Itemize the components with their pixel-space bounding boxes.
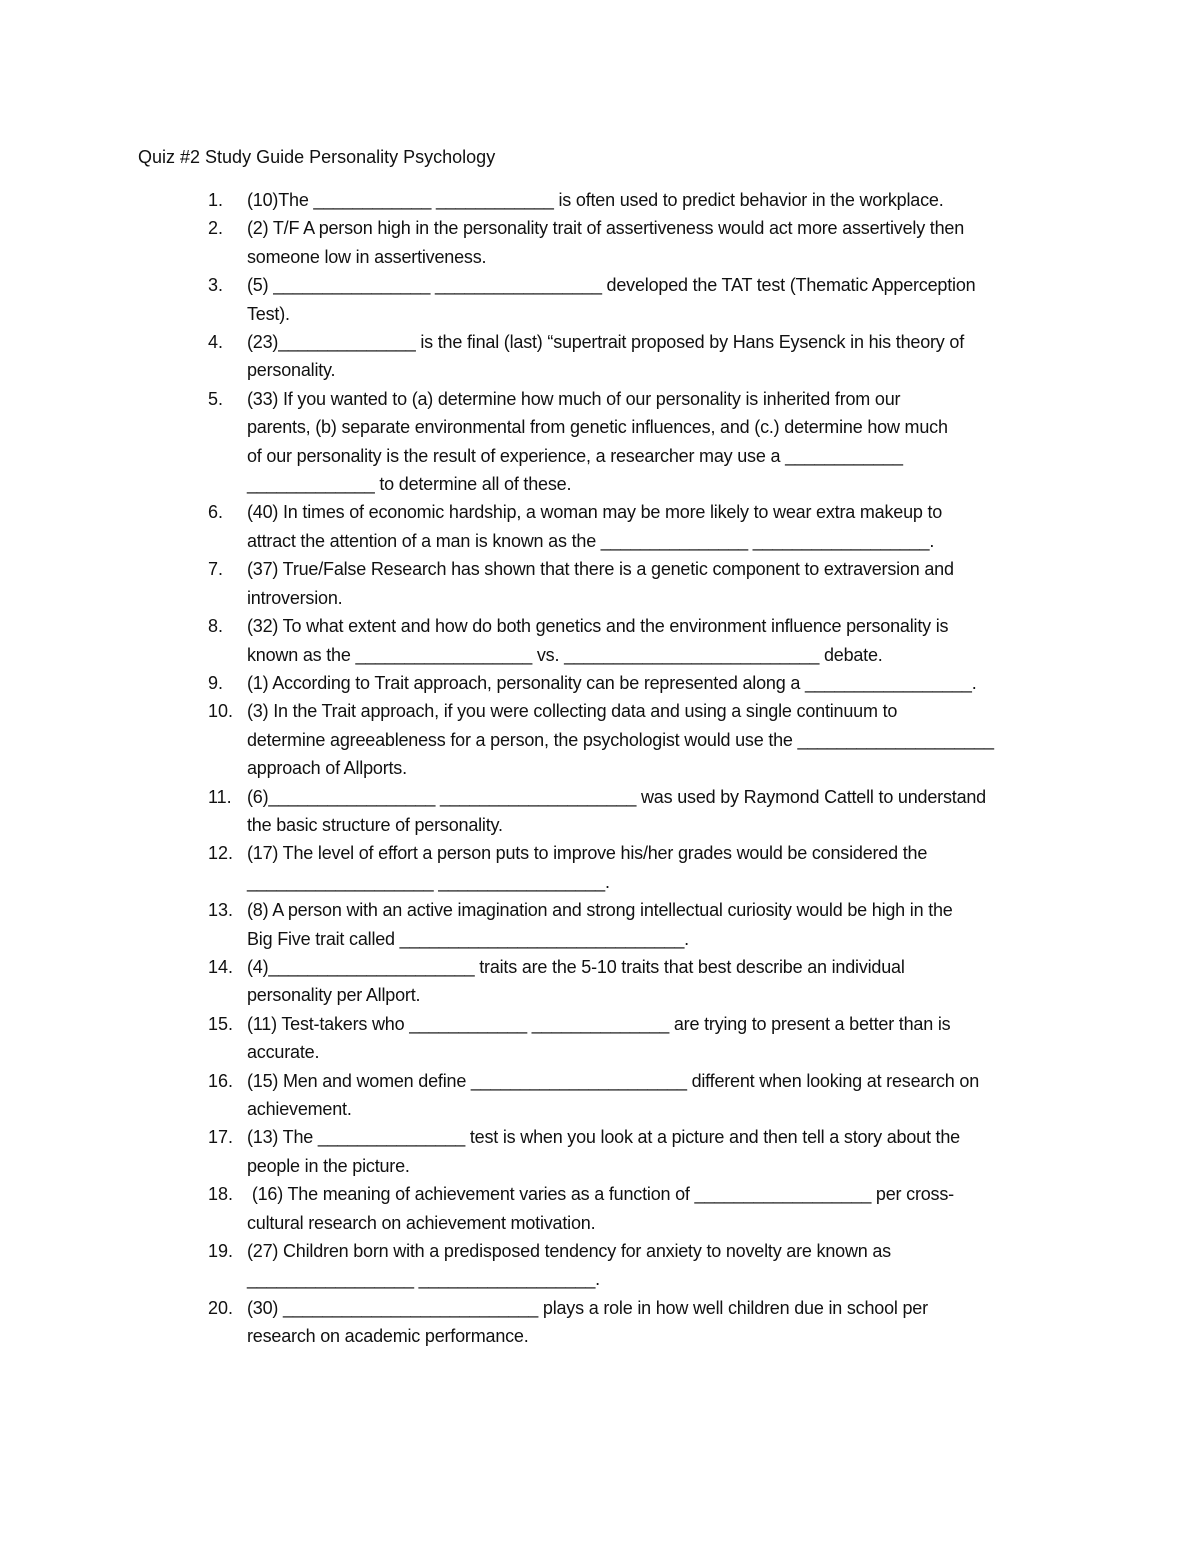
question-text-line: (15) Men and women define ______________________ different when looking at research on — [247, 1070, 980, 1091]
question-text-line: (6)_________________ ____________________ was used by Raymond Cattell to understand — [247, 786, 986, 807]
question-item — [0, 839, 1200, 896]
question-number: 10. — [208, 701, 234, 722]
question-text-line: the basic structure of personality. — [247, 814, 503, 835]
question-item — [0, 1123, 1200, 1180]
question-text-line: (33) If you wanted to (a) determine how much of our personality is inherited from our — [247, 388, 901, 409]
question-item — [0, 186, 1200, 214]
question-text-line: (32) To what extent and how do both genetics and the environment influence personality is — [247, 616, 949, 637]
question-text-line: (40) In times of economic hardship, a woman may be more likely to wear extra makeup to — [247, 502, 943, 523]
question-text-line: accurate. — [247, 1042, 320, 1063]
question-text-line: (2) T/F A person high in the personality trait of assertiveness would act more assertively then — [247, 218, 965, 239]
question-text-line: ___________________ _________________. — [247, 871, 610, 892]
question-text-line: someone low in assertiveness. — [247, 246, 487, 267]
question-text-line: (30) __________________________ plays a role in how well children due in school per — [247, 1297, 928, 1318]
question-number: 15. — [208, 1013, 234, 1034]
question-number: 4. — [208, 332, 224, 353]
question-item — [0, 953, 1200, 1010]
question-text-line: of our personality is the result of experience, a researcher may use a ____________ — [247, 445, 903, 466]
question-text-line: (27) Children born with a predisposed tendency for anxiety to novelty are known as — [247, 1241, 891, 1262]
question-number: 13. — [208, 900, 234, 921]
question-text-line: (4)_____________________ traits are the 5-10 traits that best describe an individual — [247, 956, 905, 977]
question-item — [0, 612, 1200, 669]
question-text-line: people in the picture. — [247, 1155, 410, 1176]
question-item — [0, 328, 1200, 385]
question-text-line: (17) The level of effort a person puts to improve his/her grades would be considered the — [247, 843, 928, 864]
question-item — [0, 669, 1200, 697]
question-item — [0, 1294, 1200, 1351]
question-number: 8. — [208, 616, 224, 637]
question-text-line: (10)The ____________ ____________ is often used to predict behavior in the workplace. — [247, 190, 944, 210]
question-item — [0, 271, 1200, 328]
question-text-line: (37) True/False Research has shown that there is a genetic component to extraversion and — [247, 559, 954, 580]
question-text-line: parents, (b) separate environmental from genetic influences, and (c.) determine how much — [247, 417, 948, 438]
question-item — [0, 1067, 1200, 1124]
question-number: 11. — [208, 786, 232, 807]
question-text-line: (3) In the Trait approach, if you were collecting data and using a single continuum to — [247, 701, 898, 722]
question-text-line: determine agreeableness for a person, the psychologist would use the ____________________ — [247, 729, 994, 750]
question-item — [0, 1010, 1200, 1067]
question-item — [0, 498, 1200, 555]
question-number: 16. — [208, 1070, 234, 1091]
question-text-line: (13) The _______________ test is when you look at a picture and then tell a story about the — [247, 1127, 960, 1148]
question-number: 14. — [208, 956, 234, 977]
question-number: 20. — [208, 1297, 234, 1318]
question-item — [0, 1237, 1200, 1294]
question-number: 9. — [208, 672, 224, 693]
question-text-line: (23)______________ is the final (last) “supertrait proposed by Hans Eysenck in his theory of — [247, 332, 965, 353]
question-number: 7. — [208, 559, 224, 580]
question-number: 1. — [208, 190, 224, 210]
question-text-line: _________________ __________________. — [247, 1269, 600, 1290]
question-text-line: known as the __________________ vs. __________________________ debate. — [247, 644, 883, 665]
question-text-line: introversion. — [247, 587, 343, 608]
question-text-line: Big Five trait called _____________________________. — [247, 928, 689, 949]
question-text-line: research on academic performance. — [247, 1326, 529, 1347]
question-item — [0, 697, 1200, 782]
question-item — [0, 783, 1200, 840]
document-title: Quiz #2 Study Guide Personality Psychology — [138, 147, 496, 167]
question-text-line: (1) According to Trait approach, personality can be represented along a _________________. — [247, 672, 977, 693]
question-item — [0, 1180, 1200, 1237]
question-number: 19. — [208, 1241, 234, 1262]
question-text-line: approach of Allports. — [247, 758, 407, 779]
question-number: 3. — [208, 275, 224, 296]
question-text-line: (16) The meaning of achievement varies as a function of __________________ per cross- — [247, 1184, 954, 1205]
question-item — [0, 896, 1200, 953]
question-number: 5. — [208, 388, 224, 409]
question-text-line: _____________ to determine all of these. — [247, 474, 572, 495]
question-number: 18. — [208, 1184, 234, 1205]
question-text-line: (5) ________________ _________________ developed the TAT test (Thematic Apperception — [247, 275, 976, 296]
question-number: 17. — [208, 1127, 234, 1148]
question-number: 2. — [208, 218, 224, 239]
question-text-line: (8) A person with an active imagination and strong intellectual curiosity would be high in the — [247, 900, 953, 921]
question-text-line: personality. — [247, 360, 336, 381]
question-text-line: attract the attention of a man is known as the _______________ __________________. — [247, 530, 935, 551]
question-number: 6. — [208, 502, 224, 523]
question-text-line: achievement. — [247, 1099, 352, 1119]
question-number: 12. — [208, 843, 234, 864]
question-text-line: personality per Allport. — [247, 985, 421, 1006]
question-text-line: Test). — [247, 303, 290, 324]
question-item — [0, 385, 1200, 499]
question-item — [0, 555, 1200, 612]
question-list — [0, 186, 1200, 1351]
question-text-line: cultural research on achievement motivation. — [247, 1212, 596, 1233]
question-text-line: (11) Test-takers who ____________ ______________ are trying to present a better than is — [247, 1013, 951, 1034]
question-item — [0, 214, 1200, 271]
